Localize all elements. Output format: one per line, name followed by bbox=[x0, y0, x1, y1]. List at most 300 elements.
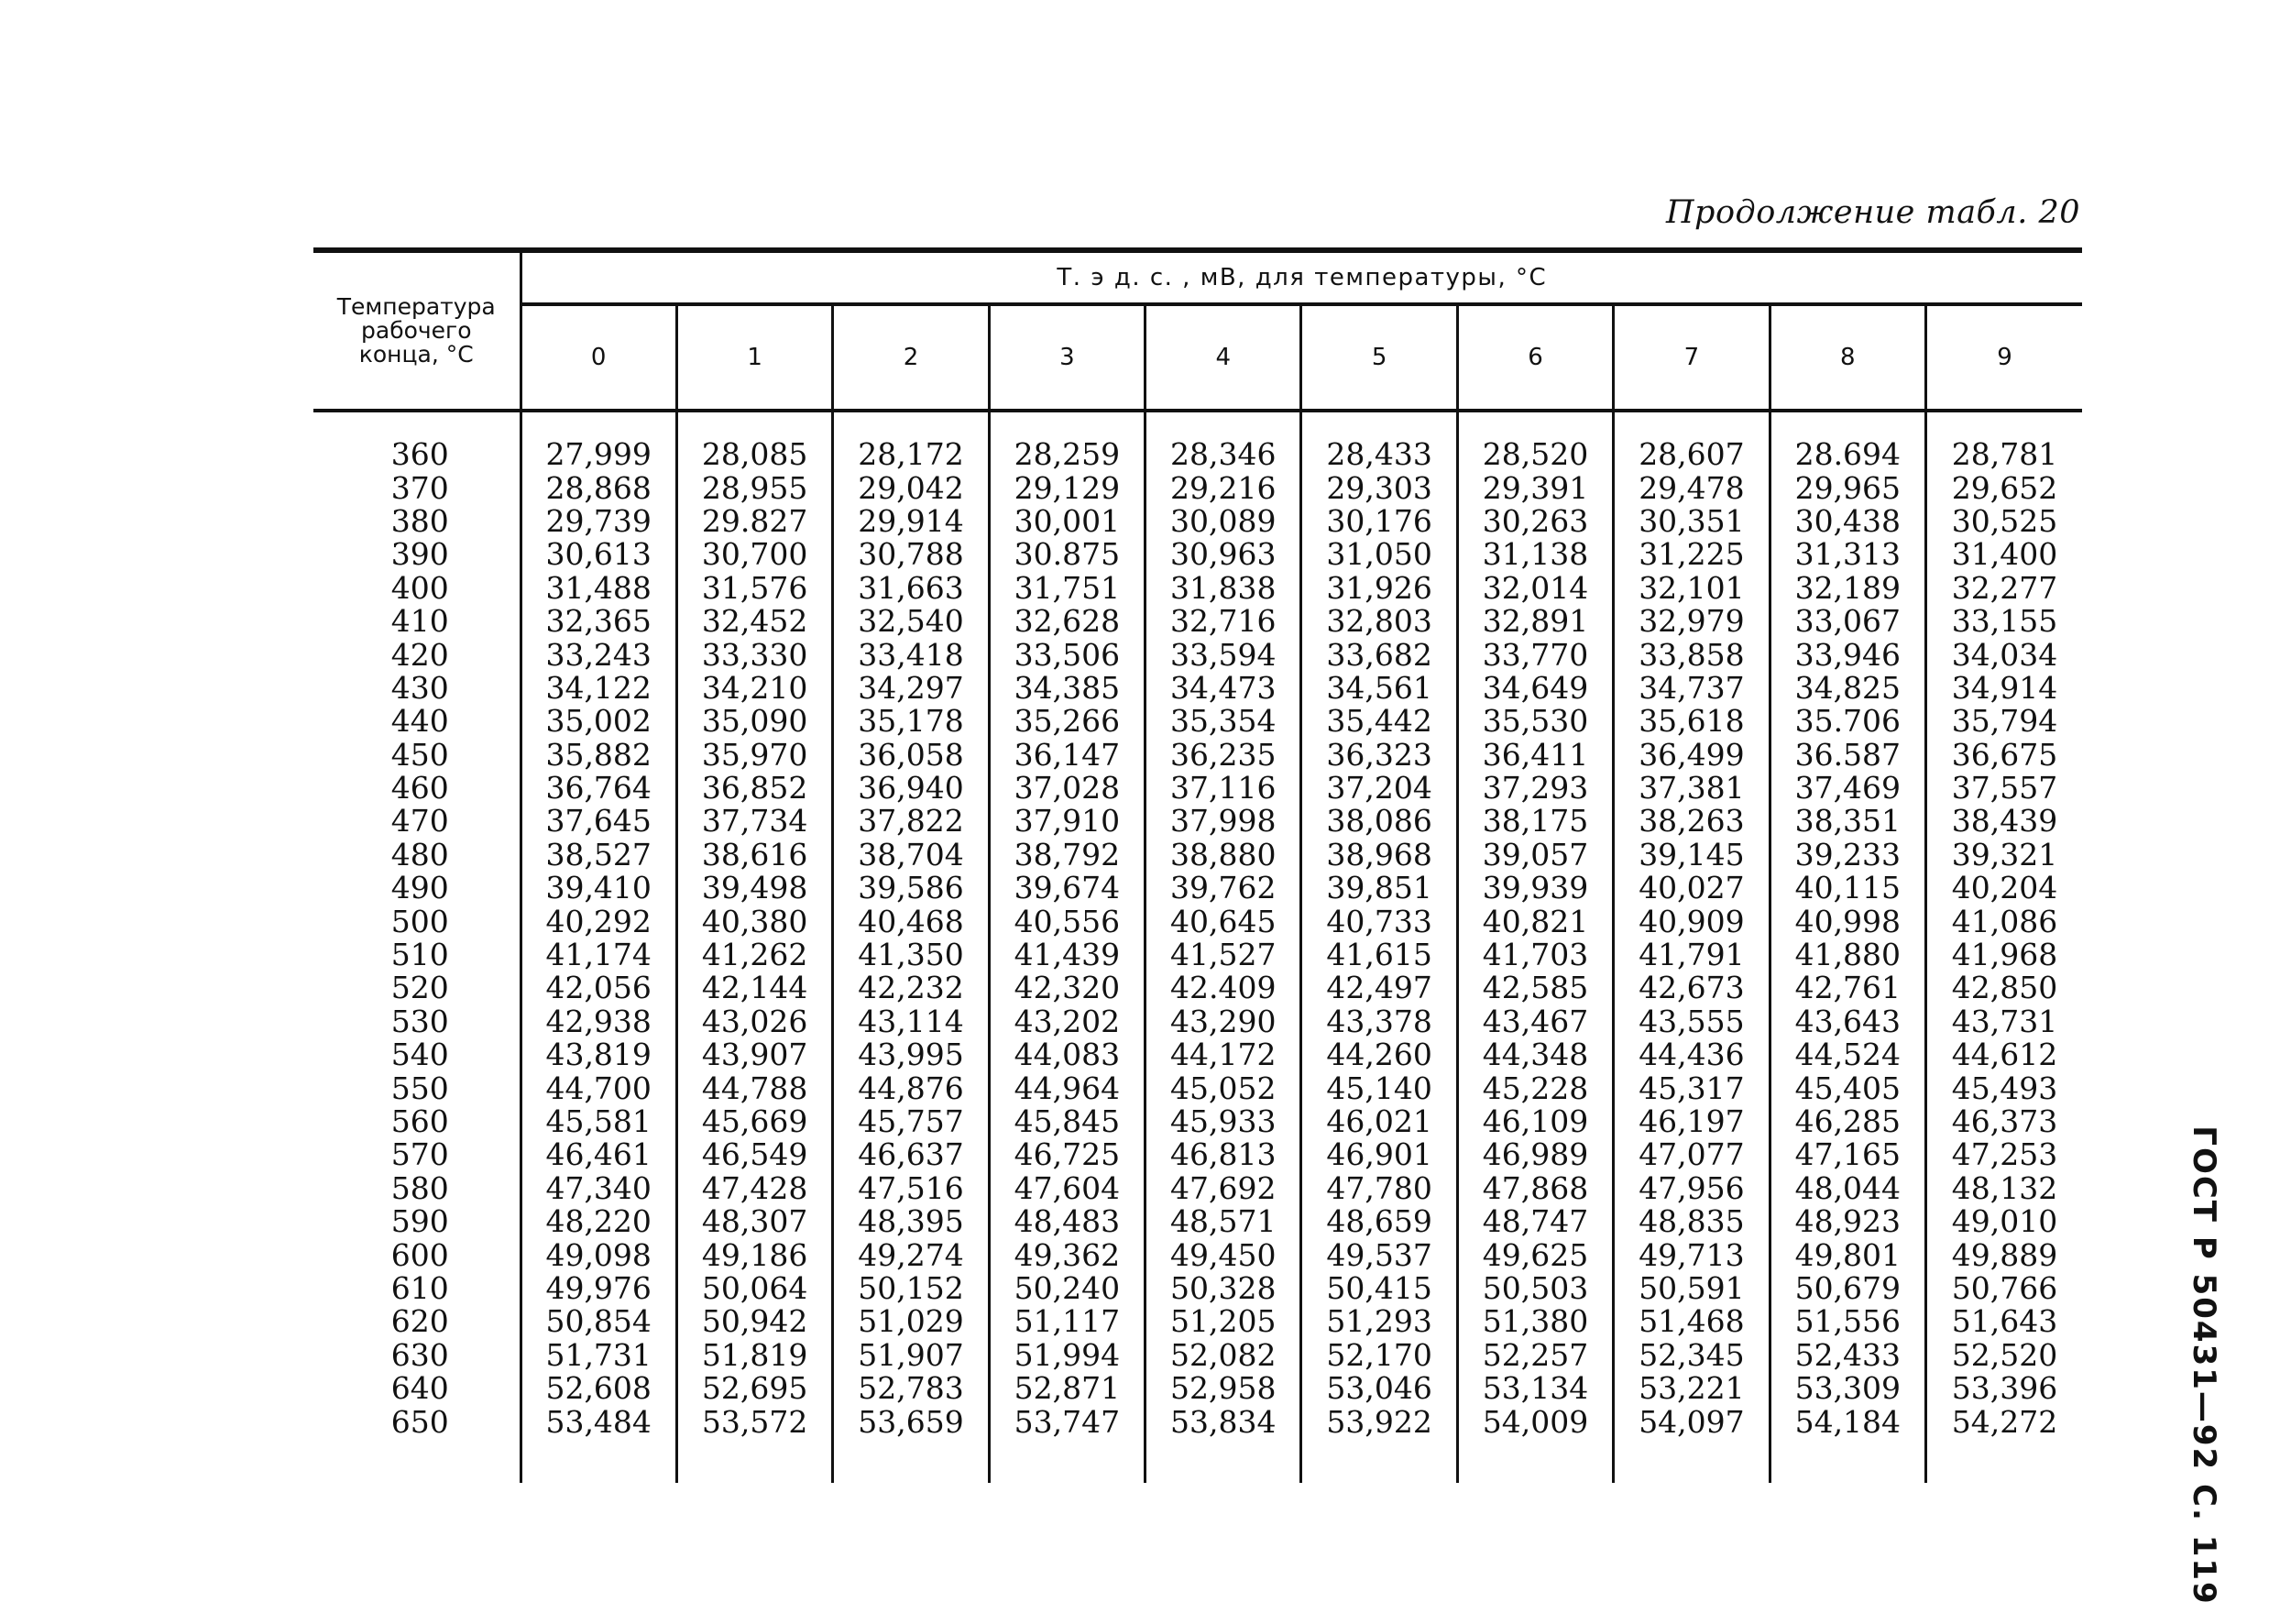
emf-value-cell: 38,086 bbox=[1301, 805, 1457, 838]
emf-value-cell: 38,351 bbox=[1770, 805, 1925, 838]
emf-value-cell: 35,530 bbox=[1457, 705, 1613, 738]
table-row bbox=[313, 1372, 2082, 1405]
temperature-cell: 610 bbox=[313, 1272, 521, 1305]
emf-value-cell: 40,998 bbox=[1770, 905, 1925, 938]
emf-value-cell: 32,365 bbox=[521, 605, 676, 638]
emf-value-cell: 29,042 bbox=[833, 471, 989, 504]
emf-value-cell: 42,761 bbox=[1770, 971, 1925, 1004]
emf-value-cell: 54,184 bbox=[1770, 1405, 1925, 1438]
emf-value-cell: 36,058 bbox=[833, 739, 989, 772]
emf-value-cell: 43,819 bbox=[521, 1038, 676, 1071]
emf-value-cell: 43,202 bbox=[989, 1005, 1145, 1038]
emf-value-cell: 48,132 bbox=[1951, 1169, 2058, 1206]
temperature-cell: 540 bbox=[313, 1038, 521, 1071]
emf-value-cell: 36,235 bbox=[1146, 739, 1301, 772]
temperature-cell: 560 bbox=[313, 1105, 521, 1138]
table-row bbox=[313, 971, 2082, 1004]
column-header: 1 bbox=[676, 304, 832, 411]
emf-value-cell: 32,803 bbox=[1301, 605, 1457, 638]
emf-value-cell: 46,109 bbox=[1457, 1105, 1613, 1138]
emf-value-cell: 46,373 bbox=[1951, 1103, 2058, 1139]
emf-value-cell: 31,838 bbox=[1146, 572, 1301, 605]
emf-value-cell: 42,850 bbox=[1951, 970, 2058, 1006]
emf-value-cell: 52,257 bbox=[1457, 1339, 1613, 1372]
emf-value-cell: 44,876 bbox=[833, 1071, 989, 1104]
emf-value-cell: 50,415 bbox=[1301, 1272, 1457, 1305]
emf-value-cell: 46,285 bbox=[1770, 1105, 1925, 1138]
table-row bbox=[313, 1405, 2082, 1438]
emf-value-cell: 46,901 bbox=[1301, 1138, 1457, 1171]
emf-value-cell: 43,378 bbox=[1301, 1005, 1457, 1038]
column-header: 5 bbox=[1301, 304, 1457, 411]
emf-value-cell: 37,910 bbox=[989, 805, 1145, 838]
emf-value-cell: 52,082 bbox=[1146, 1339, 1301, 1372]
emf-value-cell: 38,175 bbox=[1457, 805, 1613, 838]
emf-value-cell: 39,410 bbox=[521, 872, 676, 905]
emf-value-cell: 43,907 bbox=[676, 1038, 832, 1071]
emf-value-cell: 31,400 bbox=[1951, 536, 2058, 573]
emf-value-cell: 44,083 bbox=[989, 1038, 1145, 1071]
temperature-cell: 370 bbox=[313, 471, 521, 504]
table-body bbox=[313, 411, 2082, 1483]
temperature-cell: 390 bbox=[313, 538, 521, 571]
emf-value-cell: 29,965 bbox=[1770, 471, 1925, 504]
emf-value-cell: 40,556 bbox=[989, 905, 1145, 938]
emf-value-cell: 38,968 bbox=[1301, 839, 1457, 872]
emf-value-cell: 40,468 bbox=[833, 905, 989, 938]
emf-value-cell: 28,259 bbox=[989, 438, 1145, 471]
emf-value-cell: 34,122 bbox=[521, 672, 676, 705]
emf-value-cell: 33,770 bbox=[1457, 638, 1613, 671]
emf-value-cell: 51,293 bbox=[1301, 1305, 1457, 1338]
emf-value-cell: 51,731 bbox=[521, 1339, 676, 1372]
table-row bbox=[313, 1305, 2082, 1338]
emf-value-cell: 45,228 bbox=[1457, 1071, 1613, 1104]
emf-value-cell: 49,537 bbox=[1301, 1238, 1457, 1271]
emf-value-cell: 33,067 bbox=[1770, 605, 1925, 638]
emf-value-cell: 28,346 bbox=[1146, 438, 1301, 471]
emf-value-cell: 35,090 bbox=[676, 705, 832, 738]
table-row bbox=[313, 772, 2082, 805]
table-row bbox=[313, 905, 2082, 938]
emf-value-cell: 32,101 bbox=[1614, 572, 1770, 605]
emf-value-cell: 28.694 bbox=[1770, 438, 1925, 471]
emf-value-cell: 44,348 bbox=[1457, 1038, 1613, 1071]
emf-value-cell: 53,309 bbox=[1770, 1372, 1925, 1405]
emf-value-cell: 35,794 bbox=[1951, 703, 2058, 740]
emf-value-cell: 49,450 bbox=[1146, 1238, 1301, 1271]
table-row bbox=[313, 605, 2082, 638]
emf-value-cell: 43,026 bbox=[676, 1005, 832, 1038]
emf-value-cell: 53,572 bbox=[676, 1405, 832, 1438]
emf-value-cell: 46,549 bbox=[676, 1138, 832, 1171]
emf-value-cell: 42,497 bbox=[1301, 971, 1457, 1004]
table-row bbox=[313, 471, 2082, 504]
temperature-cell: 640 bbox=[313, 1372, 521, 1405]
emf-value-cell: 37,028 bbox=[989, 772, 1145, 805]
emf-value-cell: 40,909 bbox=[1614, 905, 1770, 938]
emf-value-cell: 36,764 bbox=[521, 772, 676, 805]
emf-value-cell: 30,089 bbox=[1146, 505, 1301, 538]
emf-value-cell: 54,009 bbox=[1457, 1405, 1613, 1438]
emf-value-cell: 46,989 bbox=[1457, 1138, 1613, 1171]
emf-value-cell: 37,645 bbox=[521, 805, 676, 838]
emf-value-cell: 44,260 bbox=[1301, 1038, 1457, 1071]
emf-value-cell: 37,557 bbox=[1951, 770, 2058, 807]
emf-value-cell: 44,788 bbox=[676, 1071, 832, 1104]
column-header: 9 bbox=[1926, 304, 2083, 411]
emf-value-cell: 29.827 bbox=[676, 505, 832, 538]
emf-value-cell: 28,868 bbox=[521, 471, 676, 504]
emf-value-cell: 51,643 bbox=[1951, 1303, 2058, 1340]
emf-value-cell: 42,673 bbox=[1614, 971, 1770, 1004]
emf-value-cell: 29,129 bbox=[989, 471, 1145, 504]
emf-value-cell: 50,766 bbox=[1951, 1269, 2058, 1306]
emf-value-cell: 41,703 bbox=[1457, 938, 1613, 971]
column-header: 8 bbox=[1770, 304, 1925, 411]
emf-value-cell: 41,174 bbox=[521, 938, 676, 971]
table-row bbox=[313, 705, 2082, 738]
temperature-cell: 450 bbox=[313, 739, 521, 772]
temperature-cell: 550 bbox=[313, 1071, 521, 1104]
emf-value-cell: 40,027 bbox=[1614, 872, 1770, 905]
emf-value-cell: 51,380 bbox=[1457, 1305, 1613, 1338]
emf-value-cell: 44,700 bbox=[521, 1071, 676, 1104]
table-header bbox=[313, 250, 2082, 411]
emf-value-cell: 35,354 bbox=[1146, 705, 1301, 738]
emf-value-cell: 47,868 bbox=[1457, 1172, 1613, 1205]
emf-value-cell: 28,433 bbox=[1301, 438, 1457, 471]
emf-value-cell: 30,788 bbox=[833, 538, 989, 571]
temperature-cell: 580 bbox=[313, 1172, 521, 1205]
emf-value-cell: 31,751 bbox=[989, 572, 1145, 605]
emf-value-cell: 42.409 bbox=[1146, 971, 1301, 1004]
emf-value-cell: 52,520 bbox=[1951, 1336, 2058, 1373]
column-header: 7 bbox=[1614, 304, 1770, 411]
emf-value-cell: 29,652 bbox=[1951, 469, 2058, 506]
emf-value-cell: 50,679 bbox=[1770, 1272, 1925, 1305]
emf-value-cell: 37,734 bbox=[676, 805, 832, 838]
emf-value-cell: 50,328 bbox=[1146, 1272, 1301, 1305]
emf-value-cell: 32,189 bbox=[1770, 572, 1925, 605]
emf-value-cell: 46,197 bbox=[1614, 1105, 1770, 1138]
temperature-cell: 420 bbox=[313, 638, 521, 671]
temperature-cell: 410 bbox=[313, 605, 521, 638]
emf-value-cell: 41,527 bbox=[1146, 938, 1301, 971]
emf-value-cell: 42,056 bbox=[521, 971, 676, 1004]
emf-value-cell: 47,077 bbox=[1614, 1138, 1770, 1171]
table-row bbox=[313, 1339, 2082, 1372]
emf-value-cell: 43,731 bbox=[1951, 1003, 2058, 1039]
emf-value-cell: 34,034 bbox=[1951, 636, 2058, 673]
emf-value-cell: 29,914 bbox=[833, 505, 989, 538]
emf-value-cell: 37,998 bbox=[1146, 805, 1301, 838]
emf-value-cell: 48,483 bbox=[989, 1205, 1145, 1238]
table-spacer-top bbox=[313, 411, 2082, 438]
emf-value-cell: 40,645 bbox=[1146, 905, 1301, 938]
emf-value-cell: 34,649 bbox=[1457, 672, 1613, 705]
emf-value-cell: 38,792 bbox=[989, 839, 1145, 872]
emf-value-cell: 31,488 bbox=[521, 572, 676, 605]
emf-value-cell: 45,669 bbox=[676, 1105, 832, 1138]
emf-value-cell: 39,851 bbox=[1301, 872, 1457, 905]
emf-value-cell: 34,473 bbox=[1146, 672, 1301, 705]
emf-value-cell: 29,739 bbox=[521, 505, 676, 538]
emf-value-cell: 38,880 bbox=[1146, 839, 1301, 872]
emf-value-cell: 44,612 bbox=[1951, 1037, 2058, 1073]
emf-value-cell: 42,144 bbox=[676, 971, 832, 1004]
emf-value-cell: 38,616 bbox=[676, 839, 832, 872]
emf-value-cell: 49,186 bbox=[676, 1238, 832, 1271]
emf-value-cell: 34,210 bbox=[676, 672, 832, 705]
emf-value-cell: 48,307 bbox=[676, 1205, 832, 1238]
emf-value-cell: 42,320 bbox=[989, 971, 1145, 1004]
emf-value-cell: 39,233 bbox=[1770, 839, 1925, 872]
emf-value-cell: 33,330 bbox=[676, 638, 832, 671]
column-header: 4 bbox=[1146, 304, 1301, 411]
emf-value-cell: 46,813 bbox=[1146, 1138, 1301, 1171]
emf-value-cell: 42,938 bbox=[521, 1005, 676, 1038]
table-row bbox=[313, 1038, 2082, 1071]
table-row bbox=[313, 572, 2082, 605]
emf-value-cell: 35,618 bbox=[1614, 705, 1770, 738]
emf-value-cell: 50,942 bbox=[676, 1305, 832, 1338]
emf-value-cell: 48,220 bbox=[521, 1205, 676, 1238]
emf-value-cell: 30,001 bbox=[989, 505, 1145, 538]
emf-value-cell: 42,585 bbox=[1457, 971, 1613, 1004]
emf-value-cell: 30.875 bbox=[989, 538, 1145, 571]
table-row bbox=[313, 638, 2082, 671]
temperature-cell: 360 bbox=[313, 438, 521, 471]
emf-value-cell: 30,438 bbox=[1770, 505, 1925, 538]
temperature-cell: 600 bbox=[313, 1238, 521, 1271]
emf-value-cell: 44,964 bbox=[989, 1071, 1145, 1104]
gost-page-number: ГОСТ Р 50431—92 С. 119 bbox=[2186, 1125, 2222, 1606]
emf-value-cell: 47,253 bbox=[1951, 1136, 2058, 1173]
emf-value-cell: 33,682 bbox=[1301, 638, 1457, 671]
emf-value-cell: 53,834 bbox=[1146, 1405, 1301, 1438]
emf-value-cell: 53,046 bbox=[1301, 1372, 1457, 1405]
temperature-cell: 650 bbox=[313, 1405, 521, 1438]
emf-value-cell: 34,385 bbox=[989, 672, 1145, 705]
emf-value-cell: 28,781 bbox=[1951, 436, 2058, 473]
table-row bbox=[313, 1071, 2082, 1104]
emf-value-cell: 48,923 bbox=[1770, 1205, 1925, 1238]
emf-value-cell: 33,594 bbox=[1146, 638, 1301, 671]
temperature-cell: 530 bbox=[313, 1005, 521, 1038]
emf-value-cell: 40,115 bbox=[1770, 872, 1925, 905]
emf-value-cell: 45,581 bbox=[521, 1105, 676, 1138]
temperature-cell: 440 bbox=[313, 705, 521, 738]
emf-value-cell: 29,216 bbox=[1146, 471, 1301, 504]
emf-value-cell: 45,493 bbox=[1951, 1070, 2058, 1106]
table-row bbox=[313, 505, 2082, 538]
emf-value-cell: 45,317 bbox=[1614, 1071, 1770, 1104]
temperature-cell: 490 bbox=[313, 872, 521, 905]
emf-value-cell: 52,433 bbox=[1770, 1339, 1925, 1372]
emf-value-cell: 53,922 bbox=[1301, 1405, 1457, 1438]
emf-value-cell: 48,044 bbox=[1770, 1172, 1925, 1205]
emf-value-cell: 35,970 bbox=[676, 739, 832, 772]
emf-value-cell: 28,955 bbox=[676, 471, 832, 504]
emf-value-cell: 50,152 bbox=[833, 1272, 989, 1305]
emf-value-cell: 36,411 bbox=[1457, 739, 1613, 772]
emf-value-cell: 35,178 bbox=[833, 705, 989, 738]
emf-value-cell: 35,442 bbox=[1301, 705, 1457, 738]
emf-value-cell: 45,845 bbox=[989, 1105, 1145, 1138]
table-row bbox=[313, 538, 2082, 571]
emf-value-cell: 31,313 bbox=[1770, 538, 1925, 571]
column-header: 6 bbox=[1457, 304, 1613, 411]
emf-value-cell: 41,791 bbox=[1614, 938, 1770, 971]
emf-value-cell: 39,321 bbox=[1951, 836, 2058, 872]
emf-value-cell: 35.706 bbox=[1770, 705, 1925, 738]
emf-value-cell: 40,380 bbox=[676, 905, 832, 938]
emf-value-cell: 36,323 bbox=[1301, 739, 1457, 772]
emf-value-cell: 41,615 bbox=[1301, 938, 1457, 971]
emf-value-cell: 51,205 bbox=[1146, 1305, 1301, 1338]
emf-value-cell: 33,243 bbox=[521, 638, 676, 671]
emf-value-cell: 36,940 bbox=[833, 772, 989, 805]
emf-value-cell: 30,525 bbox=[1951, 502, 2058, 539]
emf-value-cell: 51,468 bbox=[1614, 1305, 1770, 1338]
emf-value-cell: 49,889 bbox=[1951, 1236, 2058, 1273]
emf-value-cell: 53,659 bbox=[833, 1405, 989, 1438]
emf-value-cell: 37,822 bbox=[833, 805, 989, 838]
emf-value-cell: 37,116 bbox=[1146, 772, 1301, 805]
emf-value-cell: 29,391 bbox=[1457, 471, 1613, 504]
emf-value-cell: 35,266 bbox=[989, 705, 1145, 738]
emf-value-cell: 47,604 bbox=[989, 1172, 1145, 1205]
emf-value-cell: 35,882 bbox=[521, 739, 676, 772]
emf-value-cell: 38,527 bbox=[521, 839, 676, 872]
emf-value-cell: 47,340 bbox=[521, 1172, 676, 1205]
emf-value-cell: 28,085 bbox=[676, 438, 832, 471]
emf-value-cell: 41,262 bbox=[676, 938, 832, 971]
emf-value-cell: 45,140 bbox=[1301, 1071, 1457, 1104]
emf-value-cell: 41,880 bbox=[1770, 938, 1925, 971]
column-header: 0 bbox=[521, 304, 676, 411]
emf-value-cell: 32,014 bbox=[1457, 572, 1613, 605]
table-row bbox=[313, 1105, 2082, 1138]
emf-value-cell: 39,498 bbox=[676, 872, 832, 905]
emf-value-cell: 33,418 bbox=[833, 638, 989, 671]
emf-value-cell: 41,350 bbox=[833, 938, 989, 971]
emf-value-cell: 28,172 bbox=[833, 438, 989, 471]
emf-value-cell: 31,225 bbox=[1614, 538, 1770, 571]
emf-value-cell: 53,221 bbox=[1614, 1372, 1770, 1405]
emf-value-cell: 33,946 bbox=[1770, 638, 1925, 671]
table-row bbox=[313, 1138, 2082, 1171]
temperature-cell: 500 bbox=[313, 905, 521, 938]
emf-value-cell: 30,351 bbox=[1614, 505, 1770, 538]
table-row bbox=[313, 872, 2082, 905]
row-header-temperature: Температура рабочего конца, °С bbox=[313, 250, 521, 411]
emf-value-cell: 39,939 bbox=[1457, 872, 1613, 905]
temperature-cell: 430 bbox=[313, 672, 521, 705]
table-row bbox=[313, 672, 2082, 705]
emf-value-cell: 31,138 bbox=[1457, 538, 1613, 571]
emf-value-cell: 50,240 bbox=[989, 1272, 1145, 1305]
emf-value-cell: 48,747 bbox=[1457, 1205, 1613, 1238]
emf-value-cell: 42,232 bbox=[833, 971, 989, 1004]
emf-value-cell: 49,976 bbox=[521, 1272, 676, 1305]
emf-value-cell: 32,540 bbox=[833, 605, 989, 638]
emf-value-cell: 49,010 bbox=[1951, 1203, 2058, 1240]
emf-value-cell: 37,381 bbox=[1614, 772, 1770, 805]
table-row bbox=[313, 1172, 2082, 1205]
thermo-emf-table-container bbox=[313, 247, 2082, 1483]
temperature-cell: 380 bbox=[313, 505, 521, 538]
group-header-emf: Т. э д. с. , мВ, для температуры, °С bbox=[521, 250, 2082, 304]
emf-value-cell: 40,821 bbox=[1457, 905, 1613, 938]
emf-value-cell: 48,835 bbox=[1614, 1205, 1770, 1238]
temperature-cell: 470 bbox=[313, 805, 521, 838]
emf-value-cell: 40,292 bbox=[521, 905, 676, 938]
temperature-cell: 590 bbox=[313, 1205, 521, 1238]
emf-value-cell: 54,097 bbox=[1614, 1405, 1770, 1438]
emf-value-cell: 49,274 bbox=[833, 1238, 989, 1271]
emf-value-cell: 32,716 bbox=[1146, 605, 1301, 638]
emf-value-cell: 39,762 bbox=[1146, 872, 1301, 905]
emf-value-cell: 34,561 bbox=[1301, 672, 1457, 705]
emf-value-cell: 33,155 bbox=[1951, 603, 2058, 640]
table-row bbox=[313, 1005, 2082, 1038]
temperature-cell: 570 bbox=[313, 1138, 521, 1171]
emf-value-cell: 44,524 bbox=[1770, 1038, 1925, 1071]
emf-value-cell: 45,052 bbox=[1146, 1071, 1301, 1104]
emf-value-cell: 51,029 bbox=[833, 1305, 989, 1338]
emf-value-cell: 52,170 bbox=[1301, 1339, 1457, 1372]
emf-value-cell: 51,994 bbox=[989, 1339, 1145, 1372]
table-caption: Продолжение табл. 20 bbox=[1666, 194, 2080, 231]
emf-value-cell: 44,172 bbox=[1146, 1038, 1301, 1071]
emf-value-cell: 46,637 bbox=[833, 1138, 989, 1171]
emf-value-cell: 45,757 bbox=[833, 1105, 989, 1138]
emf-value-cell: 52,608 bbox=[521, 1372, 676, 1405]
column-header: 2 bbox=[833, 304, 989, 411]
emf-value-cell: 32,891 bbox=[1457, 605, 1613, 638]
emf-value-cell: 30,176 bbox=[1301, 505, 1457, 538]
table-row bbox=[313, 1272, 2082, 1305]
emf-value-cell: 41,439 bbox=[989, 938, 1145, 971]
emf-value-cell: 52,783 bbox=[833, 1372, 989, 1405]
emf-value-cell: 43,643 bbox=[1770, 1005, 1925, 1038]
emf-value-cell: 49,098 bbox=[521, 1238, 676, 1271]
emf-value-cell: 51,907 bbox=[833, 1339, 989, 1372]
emf-value-cell: 53,396 bbox=[1951, 1370, 2058, 1407]
emf-value-cell: 34,737 bbox=[1614, 672, 1770, 705]
table-row bbox=[313, 805, 2082, 838]
emf-value-cell: 49,362 bbox=[989, 1238, 1145, 1271]
emf-value-cell: 37,293 bbox=[1457, 772, 1613, 805]
table-row bbox=[313, 1238, 2082, 1271]
emf-value-cell: 49,625 bbox=[1457, 1238, 1613, 1271]
emf-value-cell: 46,725 bbox=[989, 1138, 1145, 1171]
emf-value-cell: 53,134 bbox=[1457, 1372, 1613, 1405]
emf-value-cell: 52,958 bbox=[1146, 1372, 1301, 1405]
emf-value-cell: 43,467 bbox=[1457, 1005, 1613, 1038]
emf-value-cell: 50,064 bbox=[676, 1272, 832, 1305]
emf-value-cell: 49,713 bbox=[1614, 1238, 1770, 1271]
emf-value-cell: 40,733 bbox=[1301, 905, 1457, 938]
temperature-cell: 480 bbox=[313, 839, 521, 872]
emf-value-cell: 48,395 bbox=[833, 1205, 989, 1238]
temperature-cell: 510 bbox=[313, 938, 521, 971]
emf-value-cell: 34,825 bbox=[1770, 672, 1925, 705]
emf-value-cell: 46,461 bbox=[521, 1138, 676, 1171]
emf-value-cell: 36,675 bbox=[1951, 736, 2058, 773]
